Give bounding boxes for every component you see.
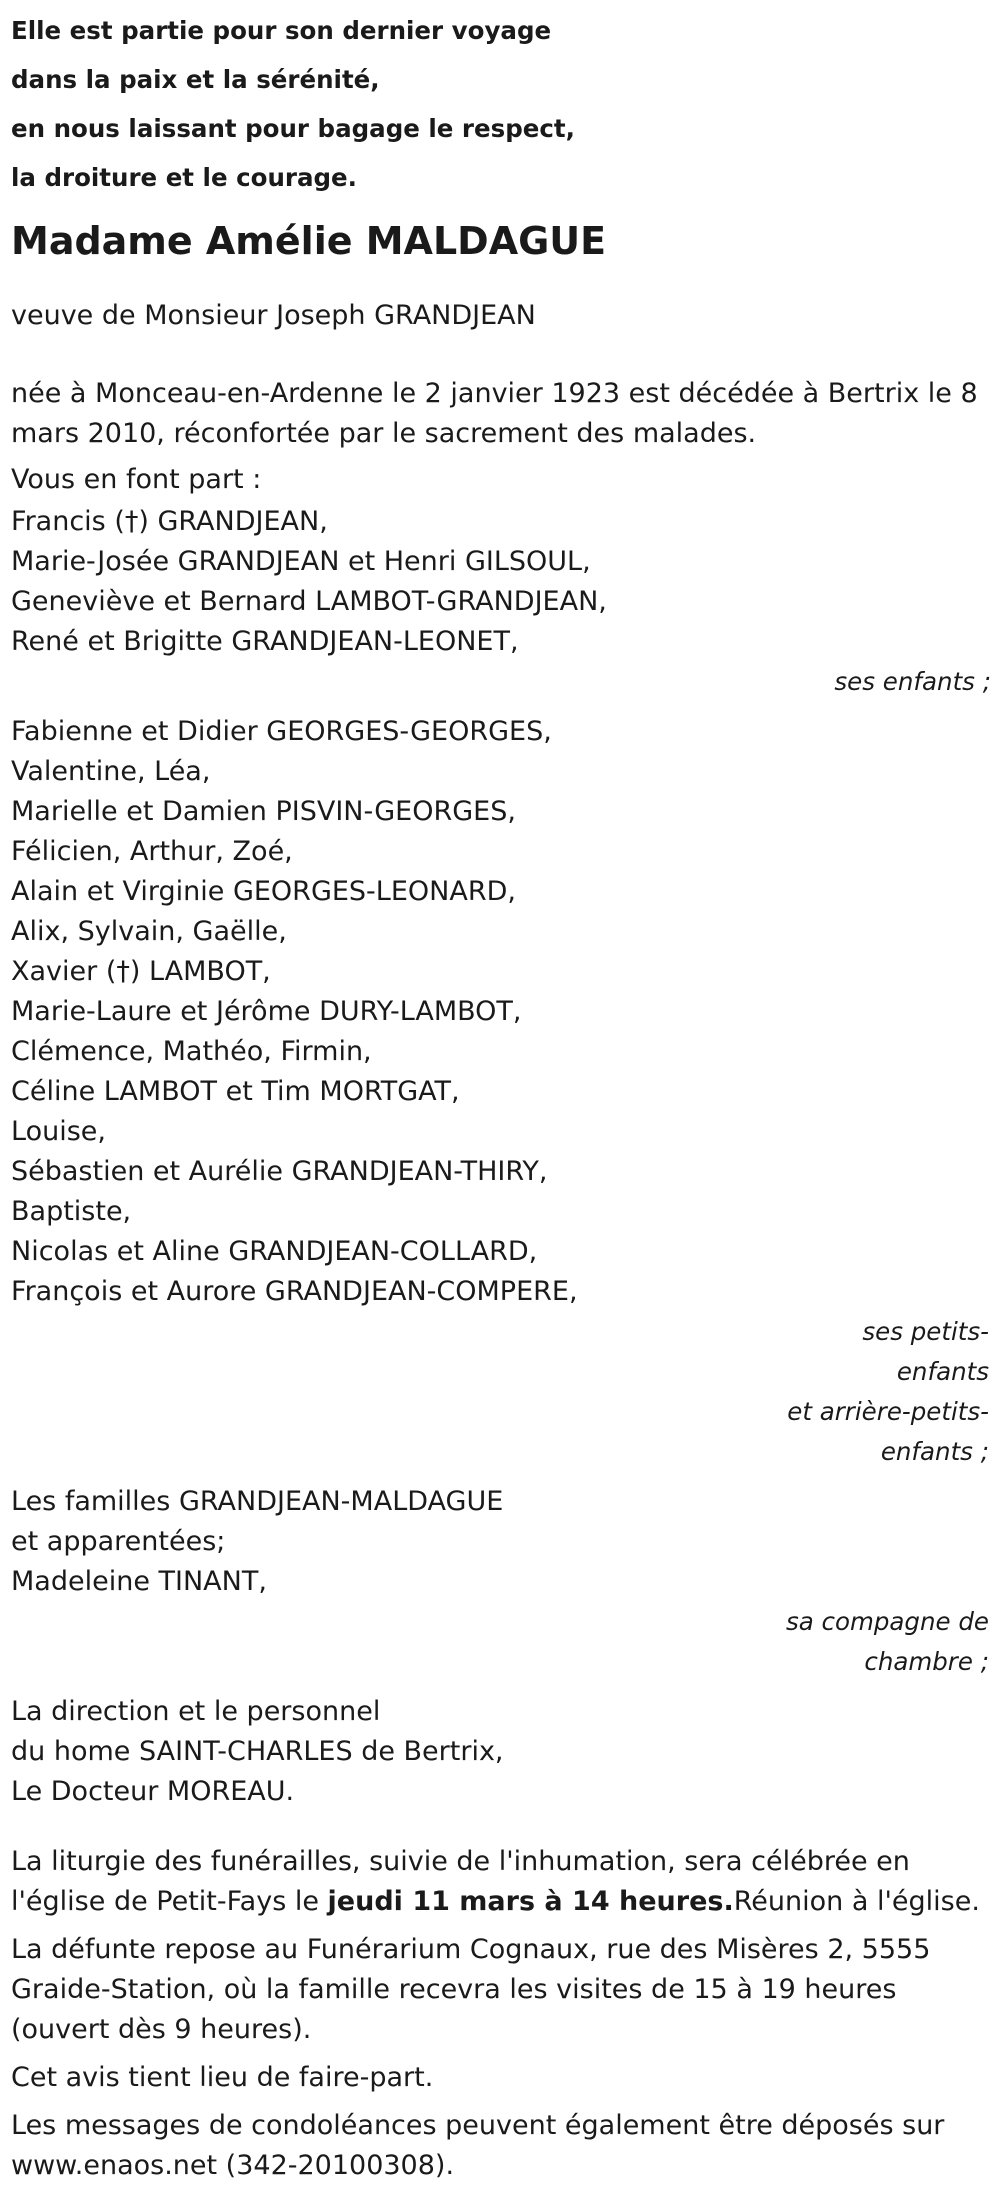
family-line: René et Brigitte GRANDJEAN-LEONET, — [11, 626, 519, 657]
relation-line: chambre ; — [864, 1647, 989, 1676]
family-line: Valentine, Léa, — [11, 756, 211, 787]
deceased-name: Madame Amélie MALDAGUE — [11, 219, 607, 263]
relation-line: enfants ; — [880, 1437, 989, 1466]
family-line: Xavier (†) LAMBOT, — [11, 956, 271, 987]
verse-line: dans la paix et la sérénité, — [11, 65, 380, 94]
family-line: Marie-Josée GRANDJEAN et Henri GILSOUL, — [11, 546, 591, 577]
family-line: Louise, — [11, 1116, 106, 1147]
family-line: Les familles GRANDJEAN-MALDAGUE — [11, 1486, 504, 1517]
family-line: Geneviève et Bernard LAMBOT-GRANDJEAN, — [11, 586, 607, 617]
funeral-text: La liturgie des funérailles, suivie de l'inhumation, sera célébrée en l'église de Petit-Fays le — [11, 1846, 910, 1917]
family-line: du home SAINT-CHARLES de Bertrix, — [11, 1736, 504, 1767]
family-line: Nicolas et Aline GRANDJEAN-COLLARD, — [11, 1236, 538, 1267]
family-line: Sébastien et Aurélie GRANDJEAN-THIRY, — [11, 1156, 548, 1187]
family-line: Céline LAMBOT et Tim MORTGAT, — [11, 1076, 460, 1107]
family-line: et apparentées; — [11, 1526, 226, 1557]
relation-grandchildren — [779, 1312, 999, 1472]
home-group — [11, 1692, 1000, 1812]
children-group — [11, 502, 1000, 702]
announce-line: Vous en font part : — [11, 464, 262, 495]
family-line: Fabienne et Didier GEORGES-GEORGES, — [11, 716, 552, 747]
verse-line: en nous laissant pour bagage le respect, — [11, 114, 575, 143]
family-line: Baptiste, — [11, 1196, 132, 1227]
widow-of: veuve de Monsieur Joseph GRANDJEAN — [11, 300, 536, 331]
family-line: Madeleine TINANT, — [11, 1566, 267, 1597]
relation-line: et arrière-petits- — [787, 1397, 989, 1426]
notice-line: Cet avis tient lieu de faire-part. — [11, 2062, 434, 2093]
families-group — [11, 1482, 1000, 1682]
funeral-details — [11, 1842, 1000, 1922]
family-line: Félicien, Arthur, Zoé, — [11, 836, 293, 867]
family-line: Marie-Laure et Jérôme DURY-LAMBOT, — [11, 996, 522, 1027]
relation-line: ses petits-enfants — [862, 1317, 989, 1386]
funeral-meeting: Réunion à l'église. — [733, 1886, 980, 1917]
relation-line: sa compagne de — [785, 1607, 989, 1636]
condolences-line: Les messages de condoléances peuvent également être déposés sur www.enaos.net (342-20100308). — [11, 2110, 945, 2181]
family-line: Marielle et Damien PISVIN-GEORGES, — [11, 796, 516, 827]
family-line: Le Docteur MOREAU. — [11, 1776, 295, 1807]
family-line: La direction et le personnel — [11, 1696, 381, 1727]
family-line: Alix, Sylvain, Gaëlle, — [11, 916, 287, 947]
family-line: Francis (†) GRANDJEAN, — [11, 506, 328, 537]
verse-line: la droiture et le courage. — [11, 163, 357, 192]
family-line: Alain et Virginie GEORGES-LEONARD, — [11, 876, 516, 907]
family-line: François et Aurore GRANDJEAN-COMPERE, — [11, 1276, 578, 1307]
rest-details: La défunte repose au Funérarium Cognaux, rue des Misères 2, 5555 Graide-Station, où la famille recevra les visites de 15 à 19 heures (ouvert dès 9 heures). — [11, 1934, 931, 2045]
family-line: Clémence, Mathéo, Firmin, — [11, 1036, 372, 1067]
grandchildren-group — [11, 712, 1000, 1472]
birth-death-statement: née à Monceau-en-Ardenne le 2 janvier 1923 est décédée à Bertrix le 8 mars 2010, réconfortée par le sacrement des malades. — [11, 378, 978, 449]
relation-children: ses enfants ; — [834, 667, 991, 696]
verse — [11, 6, 1000, 202]
verse-line: Elle est partie pour son dernier voyage — [11, 16, 552, 45]
funeral-date: jeudi 11 mars à 14 heures. — [327, 1886, 734, 1917]
relation-companion — [739, 1602, 999, 1682]
obituary-notice — [0, 6, 1000, 2186]
